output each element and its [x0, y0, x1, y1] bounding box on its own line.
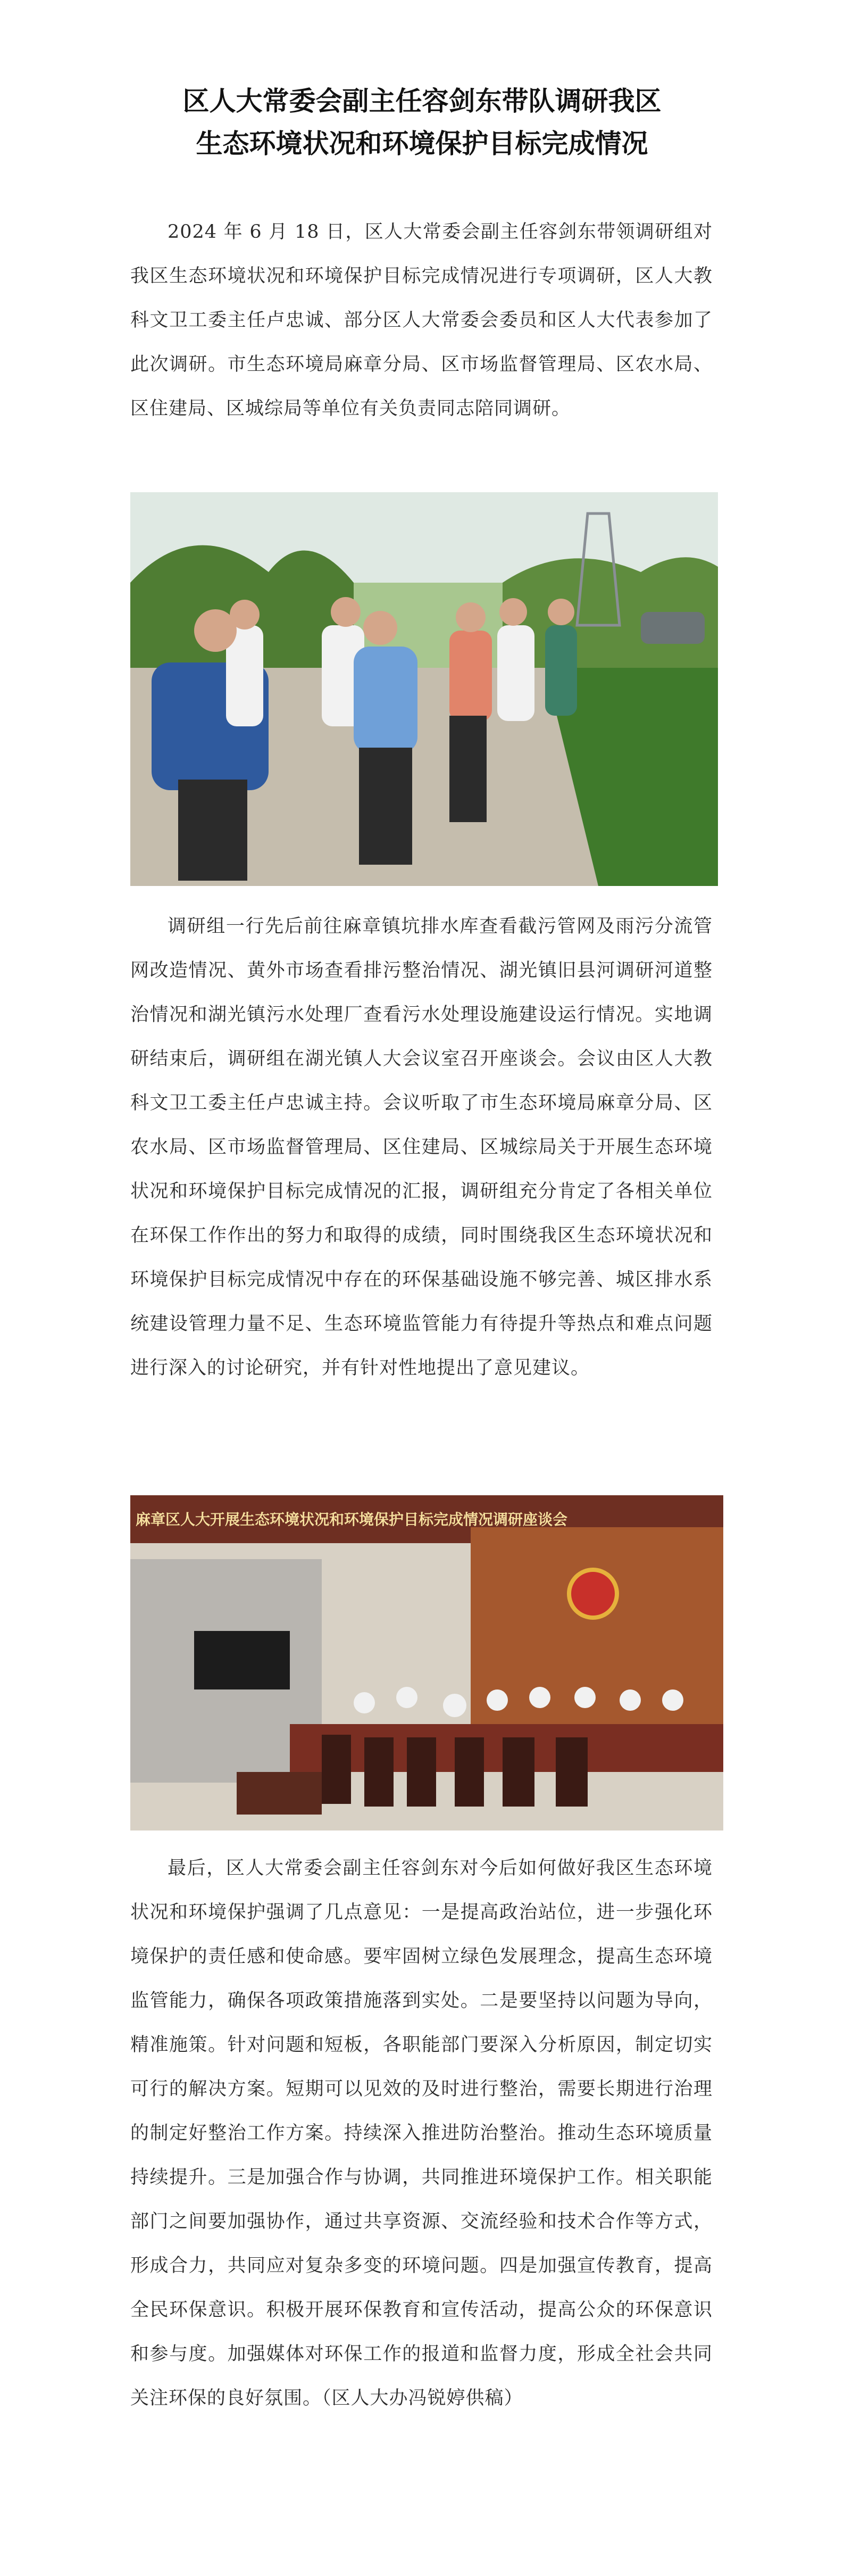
- paragraph-1: 2024 年 6 月 18 日，区人大常委会副主任容剑东带领调研组对我区生态环境状况和环境保护目标完成情况进行专项调研，区人大教科文卫工委主任卢忠诚、部分区人大常委会委员和区人大代表参加了此次调研。市生态环境局麻章分局、区市场监督管理局、区农水局、区住建局、区城综局等单位有关负责同志陪同调研。: [130, 221, 713, 419]
- title-line-1: 区人大常委会副主任容剑东带队调研我区: [182, 86, 662, 117]
- paragraph-2: 调研组一行先后前往麻章镇坑排水库查看截污管网及雨污分流管网改造情况、黄外市场查看排污整治情况、湖光镇旧县河调研河道整治情况和湖光镇污水处理厂查看污水处理设施建设运行情况。实地调研结束后，调研组在湖光镇人大会议室召开座谈会。会议由区人大教科文卫工委主任卢忠诚主持。会议听取了市生态环境局麻章分局、区农水局、区市场监督管理局、区住建局、区城综局关于开展生态环境状况和环境保护目标完成情况的汇报，调研组充分肯定了各相关单位在环保工作作出的努力和取得的成绩，同时围绕我区生态环境状况和环境保护目标完成情况中存在的环保基础设施不够完善、城区排水系统建设管理力量不足、生态环境监管能力有待提升等热点和难点问题进行深入的讨论研究，并有针对性地提出了意见建议。: [130, 916, 713, 1379]
- paragraph-3: 最后，区人大常委会副主任容剑东对今后如何做好我区生态环境状况和环境保护强调了几点意见：一是提高政治站位，进一步强化环境保护的责任感和使命感。要牢固树立绿色发展理念，提高生态环境监管能力，确保各项政策措施落到实处。二是要坚持以问题为导向，精准施策。针对问题和短板，各职能部门要深入分析原因，制定切实可行的解决方案。短期可以见效的及时进行整治，需要长期进行治理的制定好整治工作方案。持续深入推进防治整治。推动生态环境质量持续提升。三是加强合作与协调，共同推进环境保护工作。相关职能部门之间要加强协作，通过共享资源、交流经验和技术合作等方式，形成合力，共同应对复杂多变的环境问题。四是加强宣传教育，提高全民环保意识。积极开展环保教育和宣传活动，提高公众的环保意识和参与度。加强媒体对环保工作的报道和监督力度，形成全社会共同关注环保的良好氛围。（区人大办冯锐婷供稿）: [130, 1858, 713, 2409]
- meeting-room-illustration: [130, 1495, 723, 1830]
- field-inspection-illustration: [130, 492, 718, 886]
- article-title: [96, 80, 748, 165]
- title-line-2: 生态环境状况和环境保护目标完成情况: [196, 128, 648, 159]
- field-inspection-photo: [130, 492, 718, 886]
- meeting-room-photo: [130, 1495, 723, 1830]
- meeting-banner-text: 麻章区人大开展生态环境状况和环境保护目标完成情况调研座谈会: [136, 1511, 568, 1528]
